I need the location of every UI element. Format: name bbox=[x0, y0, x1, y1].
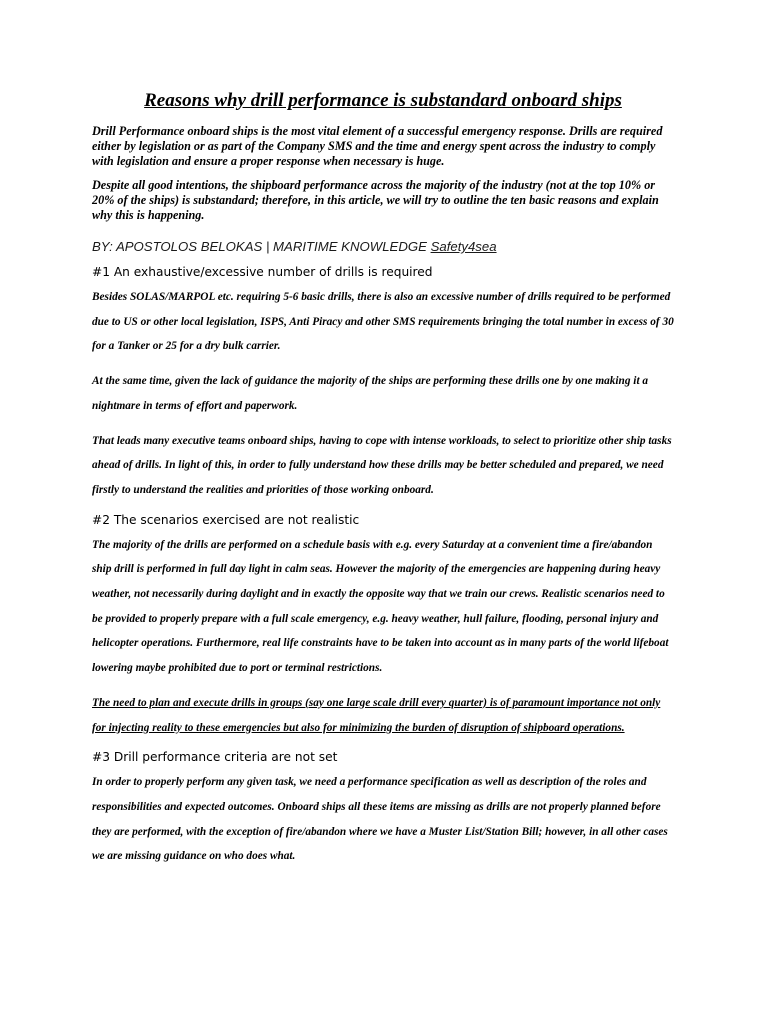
byline-source: Safety4sea bbox=[430, 239, 497, 254]
intro-paragraph: Drill Performance onboard ships is the most vital element of a successful emergency response. Drills are required either by legislation or as part of the Company SMS and the time and energy spent across the industry to comply with legislation and ensure a proper response when necessary is huge. bbox=[92, 124, 663, 168]
document-page bbox=[92, 88, 674, 879]
intro-paragraph: Despite all good intentions, the shipboard performance across the majority of the industry (not at the top 10% or 20% of the ships) is substandard; therefore, in this article, we will try to outline the ten basic reasons and explain why this is happening. bbox=[92, 178, 659, 222]
section-heading: #1 An exhaustive/excessive number of drills is required bbox=[92, 265, 433, 279]
section-paragraph: That leads many executive teams onboard ships, having to cope with intense workloads, to select to prioritize other ship tasks ahead of drills. In light of this, in order to fully understand how these drills may be better scheduled and prepared, we need firstly to understand the realities and priorities of those working onboard. bbox=[92, 434, 672, 496]
section-paragraph: In order to properly perform any given task, we need a performance specification as well as description of the roles and responsibilities and expected outcomes. Onboard ships all these items are missing as drills are not properly planned before they are performed, with the exception of fire/abandon where we have a Muster List/Station Bill; however, in all other cases we are missing guidance on who does what. bbox=[92, 776, 668, 863]
section-paragraph: Besides SOLAS/MARPOL etc. requiring 5-6 basic drills, there is also an excessive number of drills required to be performed due to US or other local legislation, ISPS, Anti Piracy and other SMS requirements bringing the total number in excess of 30 for a Tanker or 25 for a dry bulk carrier. bbox=[92, 291, 674, 353]
section-heading: #3 Drill performance criteria are not set bbox=[92, 750, 338, 765]
section-paragraph: The majority of the drills are performed on a schedule basis with e.g. every Saturday at a convenient time a fire/abandon ship drill is performed in full day light in calm seas. However the majority of the emergencies are happening during heavy weather, not necessarily during daylight and in exactly the opposite way that we train our crews. Realistic scenarios need to be provided to properly prepare with a full scale emergency, e.g. heavy weather, hull failure, flooding, personal injury and helicopter operations. Furthermore, real life constraints have to be taken into account as in many parts of the world lifeboat lowering maybe prohibited due to port or terminal restrictions. bbox=[92, 538, 669, 675]
section-paragraph-underlined: The need to plan and execute drills in groups (say one large scale drill every quarter) is of paramount importance not only for injecting reality to these emergencies but also for minimizing the burden of disruption of shipboard operations. bbox=[92, 696, 661, 734]
byline bbox=[92, 237, 674, 257]
byline-author: BY: APOSTOLOS BELOKAS | MARITIME KNOWLEDGE bbox=[92, 239, 431, 254]
document-title: Reasons why drill performance is substandard onboard ships bbox=[144, 90, 622, 111]
section-paragraph: At the same time, given the lack of guidance the majority of the ships are performing these drills one by one making it a nightmare in terms of effort and paperwork. bbox=[92, 375, 649, 412]
section-heading: #2 The scenarios exercised are not realistic bbox=[92, 512, 360, 527]
